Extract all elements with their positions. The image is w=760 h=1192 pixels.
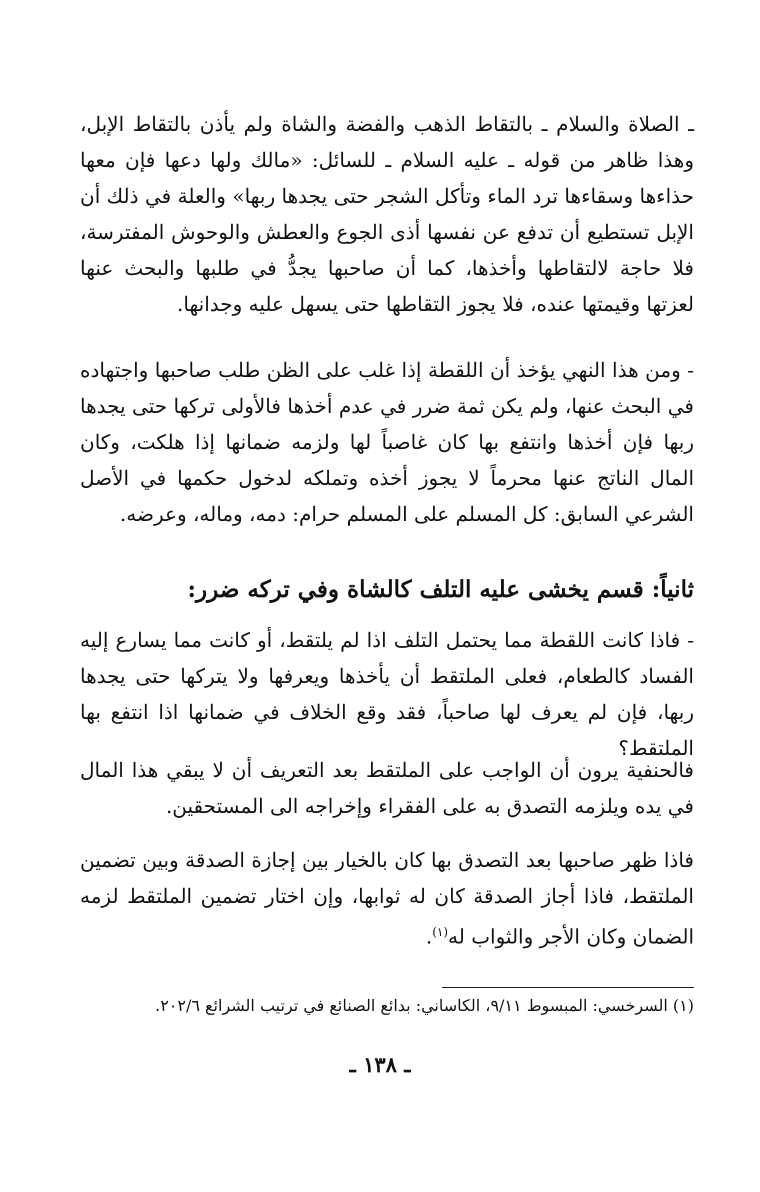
paragraph-5-end: . xyxy=(425,924,433,949)
paragraph-2 xyxy=(80,352,694,532)
paragraph-1-text: ـ الصلاة والسلام ـ بالتقاط الذهب والفضة والشاة ولم يأذن بالتقاط الإبل، وهذا ظاهر من قوله ـ عليه السلام ـ للسائل: «مالك ولها دعها فإن معها حذاءها وسقاءها ترد الماء وتأكل الشجر حتى يجدها ربها» والعلة في ذلك أن الإبل تستطيع أن تدفع عن نفسها أذى الجوع والعطش والوحوش المفترسة، فلا حاجة لالتقاطها وأخذها، كما أن صاحبها يجدُّ في طلبها والبحث عنها لعزتها وقيمتها عنده، فلا يجوز التقاطها حتى يسهل عليه وجدانها. xyxy=(80,112,694,316)
page-number: ـ ١٣٨ ـ xyxy=(349,1052,411,1077)
paragraph-4 xyxy=(80,752,694,824)
footnote-divider xyxy=(442,987,694,988)
paragraph-3-text: - فاذا كانت اللقطة مما يحتمل التلف اذا لم يلتقط، أو كانت مما يسارع إليه الفساد كالطعام، فعلى الملتقط أن يأخذها ويعرفها ولا يتركها حتى يجدها ربها، فإن لم يعرف لها صاحباً، فقد وقع الخلاف في ضمانها اذا انتفع بها الملتقط؟ xyxy=(80,628,694,760)
paragraph-5 xyxy=(80,842,694,955)
paragraph-3 xyxy=(80,622,694,766)
paragraph-1 xyxy=(80,106,694,322)
footnote-reference: (١) xyxy=(432,925,449,939)
paragraph-4-text: فالحنفية يرون أن الواجب على الملتقط بعد التعريف أن لا يبقي هذا المال في يده ويلزمه التصدق به على الفقراء وإخراجه الى المستحقين. xyxy=(80,758,694,818)
footnote-text: (١) السرخسي: المبسوط ٩/١١، الكاساني: بدائع الصنائع في ترتيب الشرائع ٢٠٢/٦. xyxy=(155,996,694,1015)
paragraph-5-text: فاذا ظهر صاحبها بعد التصدق بها كان بالخيار بين إجازة الصدقة وبين تضمين الملتقط، فاذا أجاز الصدقة كان له ثوابها، وإن اختار تضمين الملتقط لزمه الضمان وكان الأجر والثواب له xyxy=(80,848,694,949)
section-heading: ثانياً: قسم يخشى عليه التلف كالشاة وفي تركه ضرر: xyxy=(187,576,694,603)
paragraph-5-body xyxy=(80,842,694,955)
paragraph-2-text: - ومن هذا النهي يؤخذ أن اللقطة إذا غلب على الظن طلب صاحبها واجتهاده في البحث عنها، ولم يكن ثمة ضرر في عدم أخذها فالأولى تركها حتى يجدها ربها فإن أخذها وانتفع بها كان غاصباً لها ولزمه ضمانها إذا هلكت، وكان المال الناتج عنها محرماً لا يجوز أخذه وتملكه لدخول حكمها في الأصل الشرعي السابق: كل المسلم على المسلم حرام: دمه، وماله، وعرضه. xyxy=(80,358,694,526)
